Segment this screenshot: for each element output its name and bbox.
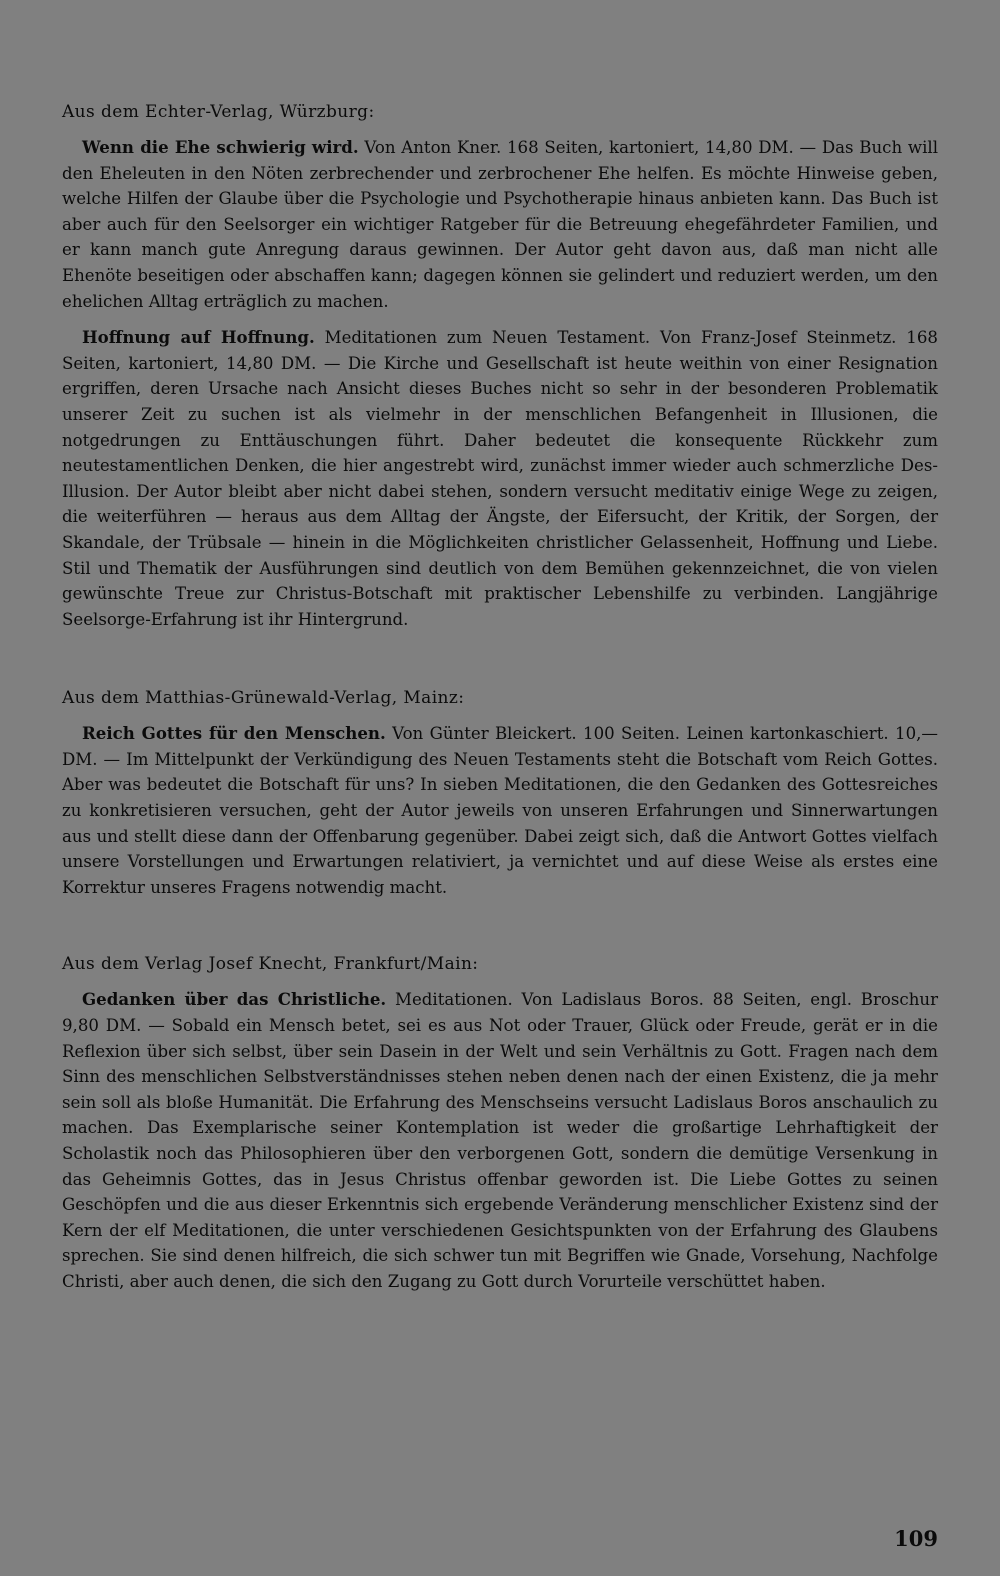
book-title: Wenn die Ehe schwierig wird. [82, 137, 359, 157]
book-review [62, 987, 938, 1294]
publisher-section-echter [62, 100, 938, 632]
review-text: Von Anton Kner. 168 Seiten, kartoniert, 14,80 DM. — Das Buch will den Eheleuten in den Nöten zerbrechender und zerbrochener Ehe helfen. Es möchte Hinweise geben, welche Hilfen der Glaube über die Psychologie und Psychotherapie hinaus anbieten kann. Das Buch ist aber auch für den Seelsorger ein wichtiger Ratgeber für die Betreuung ehegefährdeter Familien, und er kann manch gute Anregung daraus gewinnen. Der Autor geht davon aus, daß man nicht alle Ehenöte beseitigen oder abschaffen kann; dagegen können sie gelindert und reduziert werden, um den ehelichen Alltag erträglich zu machen. [62, 138, 939, 311]
review-text: Meditationen. Von Ladislaus Boros. 88 Seiten, engl. Broschur 9,80 DM. — Sobald ein Mensch betet, sei es aus Not oder Trauer, Glück oder Freude, gerät er in die Reflexion über sich selbst, über sein Dasein in der Welt und sein Verhältnis zu Gott. Fragen nach dem Sinn des menschlichen Selbstverständnisses stehen neben denen nach der einen Existenz, die ja mehr sein soll als bloße Humanität. Die Erfahrung des Menschseins versucht Ladislaus Boros anschaulich zu machen. Das Exemplarische seiner Kontemplation ist weder die großartige Lehrhaftigkeit der Scholastik noch das Philosophieren über den verborgenen Gott, sondern die demütige Versenkung in das Geheimnis Gottes, das in Jesus Christus offenbar geworden ist. Die Liebe Gottes zu seinen Geschöpfen und die aus dieser Erkenntnis sich ergebende Veränderung menschlicher Existenz sind der Kern der elf Meditationen, die unter verschiedenen Gesichtspunkten von der Erfahrung des Glaubens sprechen. Sie sind denen hilfreich, die sich schwer tun mit Begriffen wie Gnade, Vorsehung, Nachfolge Christi, aber auch denen, die sich den Zugang zu Gott durch Vorurteile verschüttet haben. [62, 990, 938, 1291]
publisher-heading: Aus dem Matthias-Grünewald-Verlag, Mainz: [62, 688, 465, 709]
review-text: Von Günter Bleickert. 100 Seiten. Leinen kartonkaschiert. 10,— DM. — Im Mittelpunkt der Verkündigung des Neuen Testaments steht die Botschaft vom Reich Gottes. Aber was bedeutet die Botschaft für uns? In sieben Meditationen, die den Gedanken des Gottesreiches zu konkretisieren versuchen, geht der Autor jeweils von unseren Erfahrungen und Sinnerwartungen aus und stellt diese dann der Offenbarung gegenüber. Dabei zeigt sich, daß die Antwort Gottes vielfach unsere Vorstellungen und Erwartungen relativiert, ja vernichtet und auf diese Weise als erstes eine Korrektur unseres Fragens notwendig macht. [62, 724, 939, 897]
page-number: 109 [894, 1526, 938, 1551]
publisher-heading: Aus dem Echter-Verlag, Würzburg: [62, 102, 375, 122]
book-review [62, 135, 938, 314]
book-review [62, 721, 938, 900]
page-content [62, 100, 938, 1295]
publisher-heading: Aus dem Verlag Josef Knecht, Frankfurt/Main: [62, 954, 479, 975]
book-title: Reich Gottes für den Menschen. [82, 723, 386, 744]
publisher-section-gruenewald [62, 686, 938, 900]
book-title: Gedanken über das Christliche. [82, 989, 387, 1010]
book-review [62, 325, 938, 632]
review-text: Meditationen zum Neuen Testament. Von Franz-Josef Steinmetz. 168 Seiten, kartoniert, 14,80 DM. — Die Kirche und Gesellschaft ist heute weithin von einer Resignation ergriffen, deren Ursache nach Ansicht dieses Buches nicht so sehr in der besonderen Problematik unserer Zeit zu suchen ist als vielmehr in der menschlichen Befangenheit in Illusionen, die notgedrungen zu Enttäuschungen führt. Daher bedeutet die konsequente Rückkehr zum neutestamentlichen Denken, die hier angestrebt wird, zunächst immer wieder auch schmerzliche Des-Illusion. Der Autor bleibt aber nicht dabei stehen, sondern versucht meditativ einige Wege zu zeigen, die weiterführen — heraus aus dem Alltag der Ängste, der Eifersucht, der Kritik, der Sorgen, der Skandale, der Trübsale — hinein in die Möglichkeiten christlicher Gelassenheit, Hoffnung und Liebe. Stil und Thematik der Ausführungen sind deutlich von dem Bemühen gekennzeichnet, die von vielen gewünschte Treue zur Christus-Botschaft mit praktischer Lebenshilfe zu verbinden. Langjährige Seelsorge-Erfahrung ist ihr Hintergrund. [62, 328, 938, 629]
book-title: Hoffnung auf Hoffnung. [82, 327, 315, 348]
publisher-section-knecht [62, 952, 938, 1294]
